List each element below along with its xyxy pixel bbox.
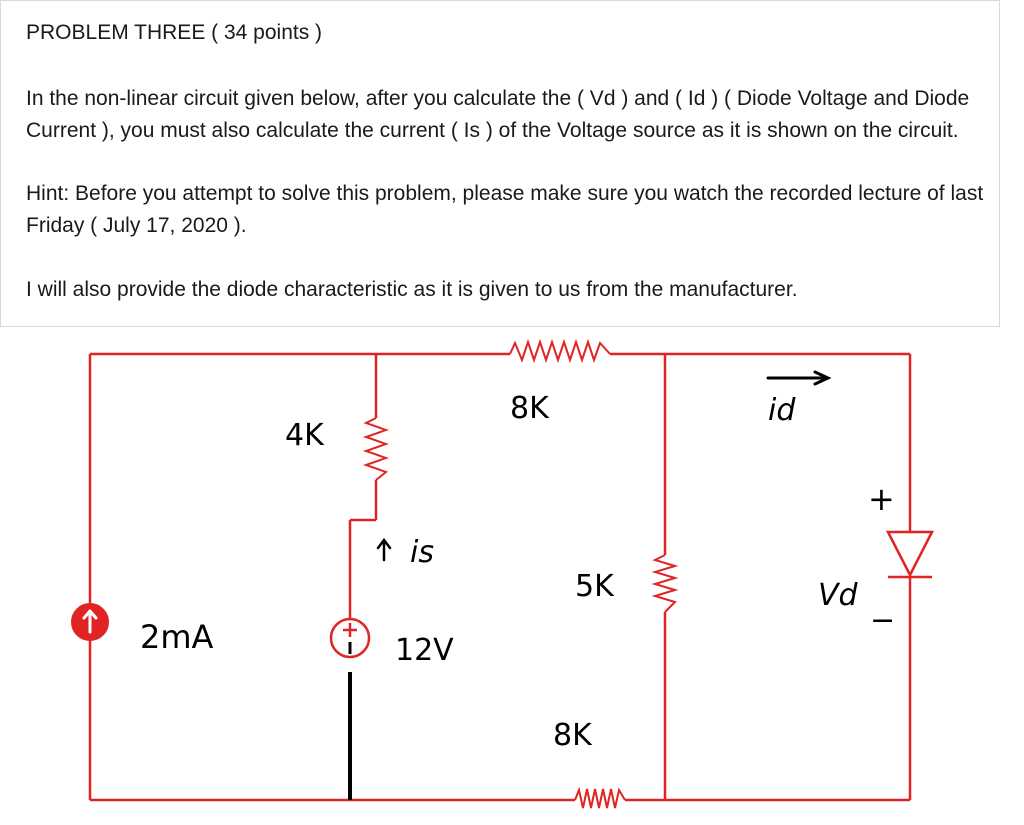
resistor-8k-bottom [575, 789, 625, 808]
resistor-5k [655, 555, 675, 612]
problem-hint: Hint: Before you attempt to solve this problem, please make sure you watch the recorded lecture of last Friday ( July 17, 2020 ). [26, 182, 984, 237]
problem-card [0, 0, 1000, 327]
resistor-8k-bottom-label: 8K [553, 718, 592, 753]
arrow-right-icon [768, 372, 828, 384]
voltage-source [331, 619, 369, 800]
source-current-label: is [410, 535, 434, 570]
resistor-5k-label: 5K [575, 569, 614, 604]
diode-minus-label: − [870, 603, 896, 638]
arrow-up-icon [378, 540, 390, 560]
problem-intro: In the non-linear circuit given below, after you calculate the ( Vd ) and ( Id ) ( Diode Voltage and Diode Current ), you must also calculate the current ( Is ) of the Voltage source as it is shown on the circuit. [26, 87, 970, 142]
problem-title: PROBLEM THREE ( 34 points ) [26, 21, 323, 44]
voltage-source-label: 12V [395, 633, 454, 668]
diode-plus-label: + [868, 480, 895, 518]
current-source-label: 2mA [140, 618, 214, 656]
resistor-8k-top-label: 8K [510, 391, 549, 426]
current-source [72, 604, 108, 640]
problem-note: I will also provide the diode characteristic as it is given to us from the manufacturer. [26, 278, 798, 301]
resistor-8k-top [510, 342, 610, 360]
diode-current-label: id [768, 393, 796, 428]
circuit-diagram [0, 327, 1024, 825]
resistor-4k [366, 418, 386, 480]
diode-voltage-label: Vd [818, 578, 858, 613]
resistor-4k-label: 4K [285, 418, 324, 453]
